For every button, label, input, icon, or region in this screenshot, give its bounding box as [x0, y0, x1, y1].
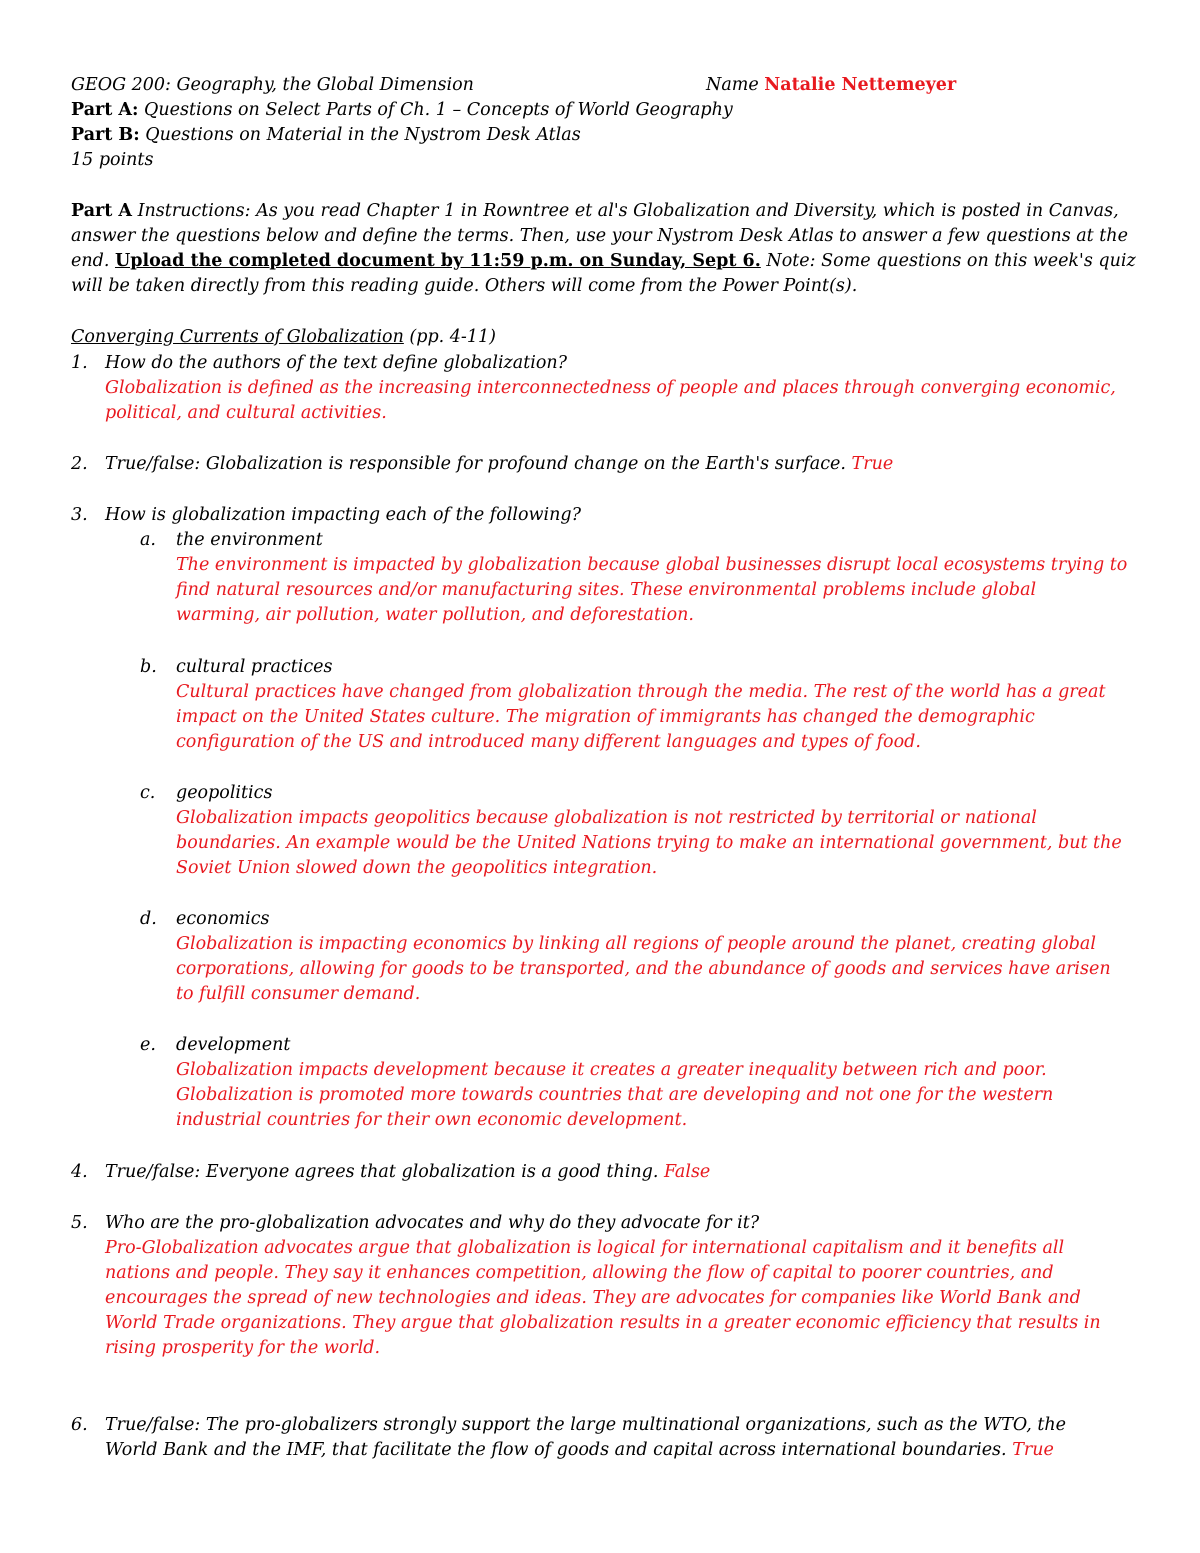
q6-question-line-2: World Bank and the IMF, that facilitate the flow of goods and capital across international boundaries. True [105, 1440, 1054, 1460]
q3d-letter: d. [140, 909, 157, 929]
q3e-answer-line: Globalization impacts development because it creates a greater inequality between rich and poor. [176, 1060, 1047, 1080]
part-b-label: Part B: [71, 125, 140, 145]
q3b-answer-line: configuration of the US and introduced many different languages and types of food. [176, 732, 921, 752]
part-a-label: Part A: [71, 100, 139, 120]
q1-number: 1. [71, 353, 88, 373]
instructions-label: Part A [71, 201, 133, 221]
instructions-line-2: answer the questions below and define the terms. Then, use your Nystrom Desk Atlas to answer a few questions at the [71, 226, 1128, 246]
q5-number: 5. [71, 1213, 88, 1233]
q3c-answer-line: Globalization impacts geopolitics because globalization is not restricted by territorial or national [176, 808, 1037, 828]
q5-answer-line: World Trade organizations. They argue that globalization results in a greater economic efficiency that results in [105, 1313, 1101, 1333]
q6-answer: True [1012, 1440, 1054, 1460]
section-heading [71, 325, 496, 350]
instructions-line-1: Part A Instructions: As you read Chapter 1 in Rowntree et al's Globalization and Diversity, which is posted in Canvas, [71, 201, 1119, 221]
q3c-answer-line: Soviet Union slowed down the geopolitics integration. [176, 858, 658, 878]
q3d-answer-line: to fulfill consumer demand. [176, 984, 421, 1004]
q3b-letter: b. [140, 657, 157, 677]
name-label: Name [706, 75, 759, 95]
part-b-text: Questions on Material in the Nystrom Desk Atlas [145, 125, 581, 145]
q3b-topic: cultural practices [176, 657, 333, 677]
q3d-answer-line: Globalization is impacting economics by linking all regions of people around the planet, creating global [176, 934, 1096, 954]
part-b-heading [71, 123, 581, 148]
q1-answer-line: political, and cultural activities. [105, 403, 387, 423]
q3d-answer-line: corporations, allowing for goods to be transported, and the abundance of goods and services have arisen [176, 959, 1111, 979]
q3d-topic: economics [176, 909, 270, 929]
q3e-answer-line: industrial countries for their own economic development. [176, 1110, 688, 1130]
q3-question: How is globalization impacting each of the following? [105, 505, 581, 525]
q3e-letter: e. [140, 1035, 156, 1055]
q2-answer: True [851, 454, 894, 474]
q5-question: Who are the pro-globalization advocates and why do they advocate for it? [105, 1213, 760, 1233]
q4-number: 4. [71, 1162, 88, 1182]
instructions-line-3: end. Upload the completed document by 11:59 p.m. on Sunday, Sept 6. Note: Some questions on this week's quiz [71, 251, 1136, 271]
instructions-line-4: will be taken directly from this reading guide. Others will come from the Power Point(s). [71, 276, 858, 296]
q2-question: True/false: Globalization is responsible for profound change on the Earth's surface. True [105, 454, 894, 474]
q3-number: 3. [71, 505, 88, 525]
q2-number: 2. [71, 454, 88, 474]
section-pages: (pp. 4-11) [409, 327, 496, 347]
q3b-answer-line: Cultural practices have changed from globalization through the media. The rest of the world has a great [176, 682, 1106, 702]
q5-answer-line: rising prosperity for the world. [105, 1338, 381, 1358]
course-title: GEOG 200: Geography, the Global Dimension [71, 75, 474, 95]
q1-question: How do the authors of the text define globalization? [105, 353, 568, 373]
q4-answer: False [663, 1162, 711, 1182]
upload-deadline: Upload the completed document by 11:59 p.m. on Sunday, Sept 6. [114, 251, 761, 271]
q3e-answer-line: Globalization is promoted more towards countries that are developing and not one for the western [176, 1085, 1054, 1105]
part-a-text: Questions on Select Parts of Ch. 1 – Concepts of World Geography [144, 100, 733, 120]
q3a-letter: a. [140, 530, 156, 550]
q1-answer-line: Globalization is defined as the increasing interconnectedness of people and places through converging economic, [105, 378, 1116, 398]
q6-question-line-1: True/false: The pro-globalizers strongly support the large multinational organizations, such as the WTO, the [105, 1415, 1066, 1435]
q3a-answer-line: warming, air pollution, water pollution, and deforestation. [176, 605, 694, 625]
q3c-answer-line: boundaries. An example would be the United Nations trying to make an international government, but the [176, 833, 1122, 853]
section-title: Converging Currents of Globalization [71, 327, 404, 347]
q3c-topic: geopolitics [176, 783, 273, 803]
q3c-letter: c. [140, 783, 156, 803]
points: 15 points [71, 150, 154, 170]
q3e-topic: development [176, 1035, 291, 1055]
q3a-answer-line: find natural resources and/or manufacturing sites. These environmental problems include global [176, 580, 1037, 600]
q3a-answer-line: The environment is impacted by globalization because global businesses disrupt local ecosystems trying to [176, 555, 1128, 575]
student-name: Natalie Nettemeyer [764, 75, 957, 95]
part-a-heading [71, 98, 733, 123]
q5-answer-line: encourages the spread of new technologies and ideas. They are advocates for companies like World Bank and [105, 1288, 1081, 1308]
q5-answer-line: nations and people. They say it enhances competition, allowing the flow of capital to poorer countries, and [105, 1263, 1054, 1283]
name-field [706, 73, 956, 98]
q5-answer-line: Pro-Globalization advocates argue that globalization is logical for international capitalism and it benefits all [105, 1238, 1065, 1258]
q6-number: 6. [71, 1415, 88, 1435]
q3a-topic: the environment [176, 530, 323, 550]
q3b-answer-line: impact on the United States culture. The migration of immigrants has changed the demographic [176, 707, 1035, 727]
q4-question: True/false: Everyone agrees that globalization is a good thing. False [105, 1162, 711, 1182]
